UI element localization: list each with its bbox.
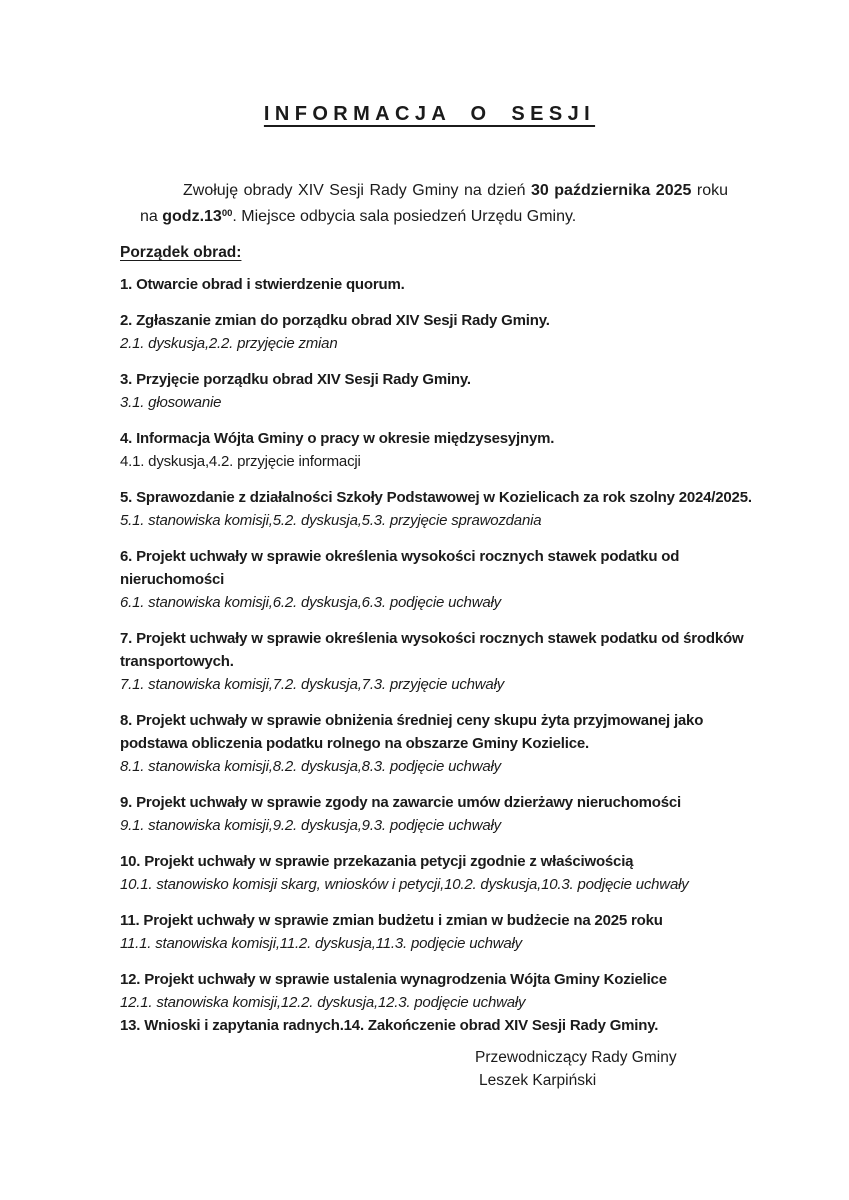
agenda-item-sub: 8.1. stanowiska komisji,8.2. dyskusja,8.3. podjęcie uchwały bbox=[120, 758, 501, 775]
agenda-item-sub: 11.1. stanowiska komisji,11.2. dyskusja,11.3. podjęcie uchwały bbox=[120, 935, 522, 952]
agenda-item-6 bbox=[120, 545, 739, 614]
agenda-item-title: 4. Informacja Wójta Gminy o pracy w okresie międzysesyjnym. bbox=[120, 430, 555, 447]
agenda-item-title: 9. Projekt uchwały w sprawie zgody na zawarcie umów dzierżawy nieruchomości bbox=[120, 794, 682, 811]
signature-block bbox=[475, 1046, 739, 1092]
agenda-item-sub: 12.1. stanowiska komisji,12.2. dyskusja,12.3. podjęcie uchwały bbox=[120, 994, 526, 1011]
agenda-item-title: 2. Zgłaszanie zmian do porządku obrad XIV Sesji Rady Gminy. bbox=[120, 312, 550, 329]
intro-date-bold: 30 października 2025 bbox=[531, 182, 692, 199]
intro-text: Zwołuję obrady XIV Sesji Rady Gminy na dzień bbox=[183, 182, 531, 199]
agenda-item-sub: 9.1. stanowiska komisji,9.2. dyskusja,9.3. podjęcie uchwały bbox=[120, 817, 501, 834]
agenda-item-sub: 6.1. stanowiska komisji,6.2. dyskusja,6.3. podjęcie uchwały bbox=[120, 594, 501, 611]
intro-time-superscript: 00 bbox=[221, 207, 233, 219]
agenda-item-title: 1. Otwarcie obrad i stwierdzenie quorum. bbox=[120, 276, 405, 293]
agenda-item-title-line-2: transportowych. bbox=[120, 653, 234, 670]
agenda-item-9 bbox=[120, 791, 739, 837]
agenda-item-10 bbox=[120, 850, 739, 896]
agenda-item-12 bbox=[120, 968, 739, 1014]
agenda-item-3 bbox=[120, 368, 739, 414]
agenda-item-sub: 5.1. stanowiska komisji,5.2. dyskusja,5.3. przyjęcie sprawozdania bbox=[120, 512, 542, 529]
document-title: INFORMACJA O SESJI bbox=[263, 103, 596, 125]
agenda-item-title: 12. Projekt uchwały w sprawie ustalenia wynagrodzenia Wójta Gminy Kozielice bbox=[120, 971, 667, 988]
agenda-item-title-line-2: podstawa obliczenia podatku rolnego na obszarze Gminy Kozielice. bbox=[120, 735, 589, 752]
agenda-item-1 bbox=[120, 273, 739, 296]
signature-role: Przewodniczący Rady Gminy bbox=[475, 1049, 677, 1066]
agenda-item-title: 7. Projekt uchwały w sprawie określenia wysokości rocznych stawek podatku od środków bbox=[120, 630, 744, 647]
intro-line-2 bbox=[140, 204, 728, 232]
agenda-item-4 bbox=[120, 427, 739, 473]
agenda-heading: Porządek obrad: bbox=[120, 244, 242, 261]
intro-line-1 bbox=[140, 178, 728, 204]
intro-text: . Miejsce odbycia sala posiedzeń Urzędu Gminy. bbox=[232, 208, 577, 225]
agenda-item-5 bbox=[120, 486, 752, 532]
agenda-item-sub: 3.1. głosowanie bbox=[120, 394, 222, 411]
agenda-item-title-line-2: nieruchomości bbox=[120, 571, 225, 588]
agenda-item-title: 5. Sprawozdanie z działalności Szkoły Podstawowej w Kozielicach za rok szolny 2024/2025. bbox=[120, 489, 752, 506]
agenda-item-title: 10. Projekt uchwały w sprawie przekazania petycji zgodnie z właściwością bbox=[120, 853, 634, 870]
intro-text: roku bbox=[691, 182, 728, 199]
intro-text: na bbox=[140, 208, 163, 225]
agenda-item-sub: 10.1. stanowisko komisji skarg, wniosków i petycji,10.2. dyskusja,10.3. podjęcie uchwały bbox=[120, 876, 689, 893]
intro-time-bold: godz.13 bbox=[162, 208, 222, 225]
agenda-item-title: 3. Przyjęcie porządku obrad XIV Sesji Rady Gminy. bbox=[120, 371, 471, 388]
agenda-item-11 bbox=[120, 909, 739, 955]
signature-name: Leszek Karpiński bbox=[479, 1072, 597, 1089]
intro-paragraph bbox=[140, 178, 728, 232]
agenda-item-sub: 7.1. stanowiska komisji,7.2. dyskusja,7.3. przyjęcie uchwały bbox=[120, 676, 505, 693]
agenda-item-sub: 4.1. dyskusja,4.2. przyjęcie informacji bbox=[120, 453, 361, 470]
agenda-item-13 bbox=[120, 1014, 739, 1037]
agenda-item-sub: 2.1. dyskusja,2.2. przyjęcie zmian bbox=[120, 335, 338, 352]
agenda-item-7 bbox=[120, 627, 744, 696]
agenda-item-title: 11. Projekt uchwały w sprawie zmian budżetu i zmian w budżecie na 2025 roku bbox=[120, 912, 663, 929]
agenda-item-title: 13. Wnioski i zapytania radnych.14. Zakończenie obrad XIV Sesji Rady Gminy. bbox=[120, 1017, 659, 1034]
agenda-item-title: 6. Projekt uchwały w sprawie określenia wysokości rocznych stawek podatku od bbox=[120, 548, 680, 565]
agenda-item-title: 8. Projekt uchwały w sprawie obniżenia średniej ceny skupu żyta przyjmowanej jako bbox=[120, 712, 704, 729]
agenda-item-8 bbox=[120, 709, 739, 778]
agenda-item-2 bbox=[120, 309, 739, 355]
